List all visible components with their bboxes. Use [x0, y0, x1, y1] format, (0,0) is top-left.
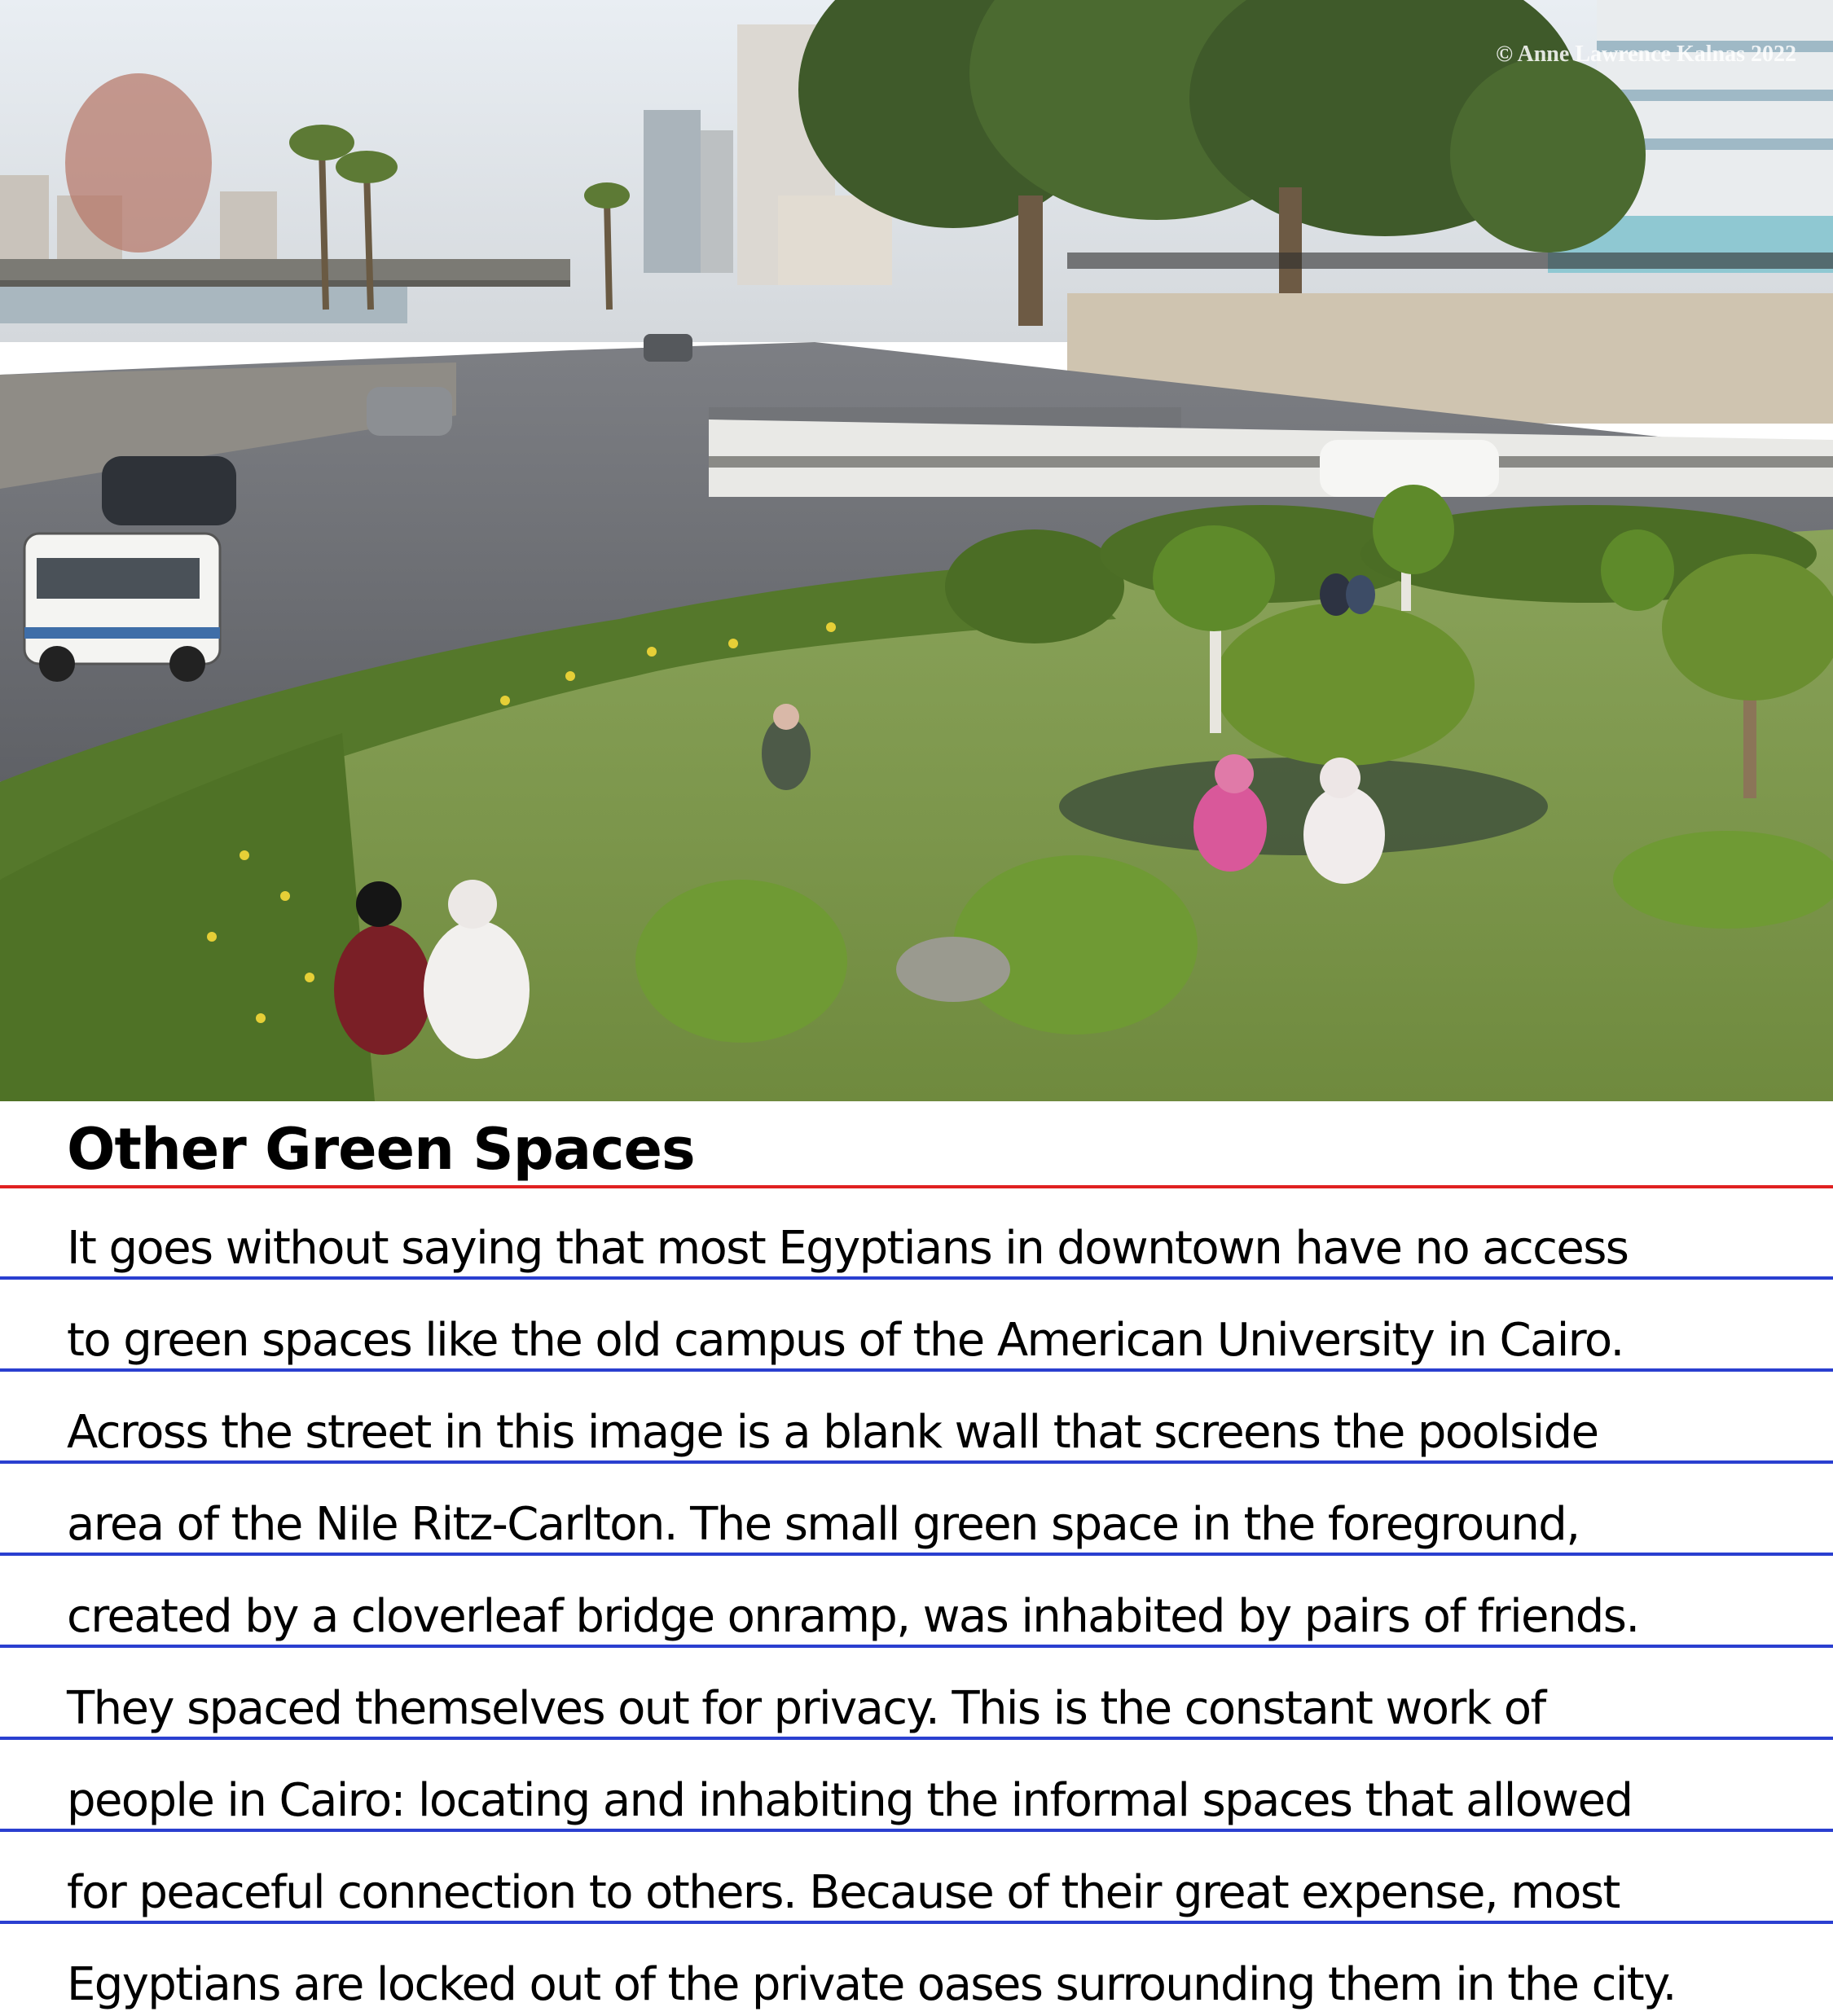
body-line: Across the street in this image is a blank wall that screens the poolside: [67, 1406, 1598, 1459]
photo-copyright: © Anne Lawrence Kalnas 2022: [1496, 42, 1796, 67]
line-rule: [0, 1276, 1833, 1280]
body-line: to green spaces like the old campus of the American University in Cairo.: [67, 1314, 1624, 1367]
body-line: for peaceful connection to others. Because of their great expense, most: [67, 1866, 1620, 1919]
body-line: created by a cloverleaf bridge onramp, was inhabited by pairs of friends.: [67, 1590, 1639, 1643]
flowering-tree: [65, 73, 212, 253]
body-line: people in Cairo: locating and inhabiting the informal spaces that allowed: [67, 1774, 1633, 1827]
line-rule: [0, 1553, 1833, 1556]
body-line: They spaced themselves out for privacy. This is the constant work of: [67, 1682, 1545, 1735]
body-line: It goes without saying that most Egyptians in downtown have no access: [67, 1222, 1629, 1275]
river: [0, 287, 407, 323]
body-line: area of the Nile Ritz-Carlton. The small green space in the foreground,: [67, 1498, 1580, 1551]
heading-rule: [0, 1185, 1833, 1188]
line-rule: [0, 1368, 1833, 1372]
line-rule: [0, 1829, 1833, 1832]
line-rule: [0, 1737, 1833, 1740]
water-puddle: [1059, 758, 1548, 855]
line-rule: [0, 1645, 1833, 1648]
bridge: [0, 259, 570, 280]
line-rule: [0, 1460, 1833, 1464]
body-line: Egyptians are locked out of the private oases surrounding them in the city.: [67, 1958, 1676, 2011]
section-heading: Other Green Spaces: [67, 1116, 695, 1183]
line-rule: [0, 1921, 1833, 1924]
